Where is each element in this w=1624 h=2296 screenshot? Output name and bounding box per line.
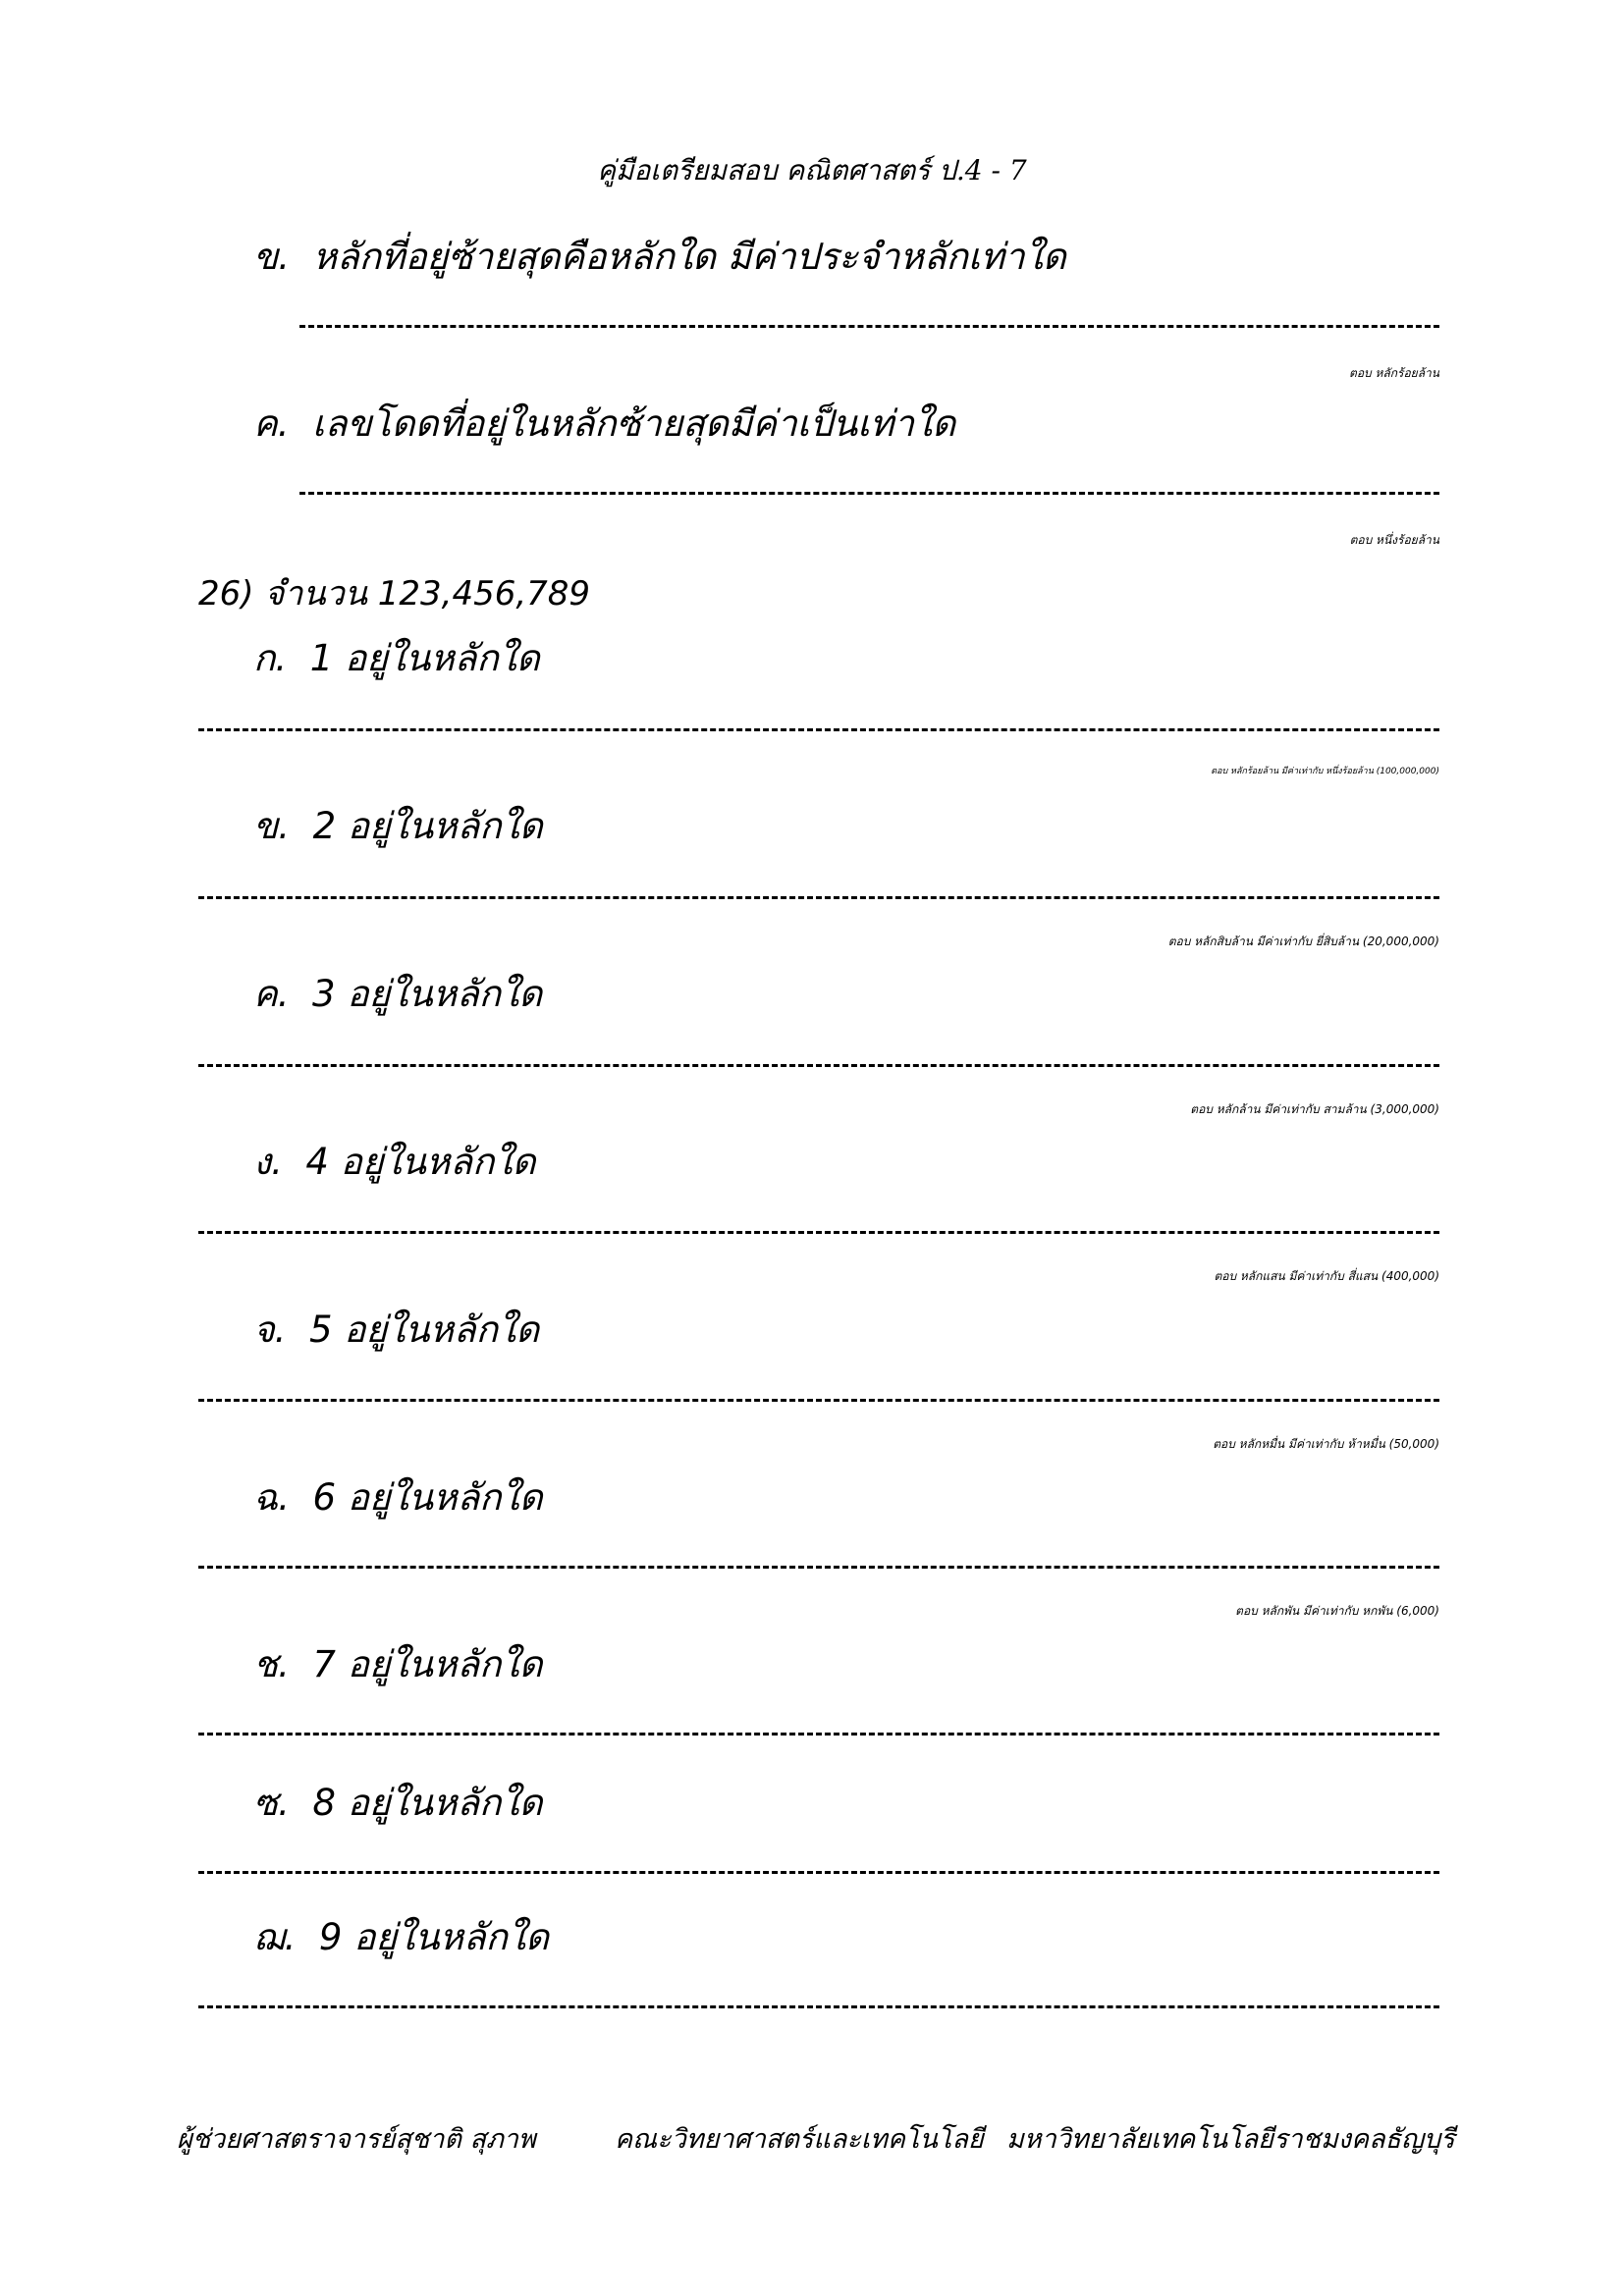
question-text: จำนวน 123,456,789 [264, 574, 591, 614]
answer-line [198, 1231, 1439, 1234]
question-item [253, 1782, 543, 1824]
item-label: ค. [253, 973, 290, 1015]
answer-line [198, 1399, 1439, 1402]
answer-line [198, 1733, 1439, 1735]
answer-line [198, 728, 1439, 731]
answer-line [198, 1871, 1439, 1874]
item-label: ข. [253, 805, 291, 847]
answer-line [198, 1566, 1439, 1569]
item-text: 2 อยู่ในหลักใด [312, 805, 543, 847]
answer-line [299, 325, 1439, 328]
answer-line [198, 1064, 1439, 1067]
item-label: ข. [253, 236, 291, 278]
page-header: คู่มือเตรียมสอบ คณิตศาสตร์ ป.4 - 7 [597, 154, 1027, 187]
answer-text: ตอบ หลักล้าน มีค่าเท่ากับ สามล้าน (3,000,000) [1190, 1102, 1439, 1116]
answer-line [299, 492, 1439, 495]
item-text: 3 อยู่ในหลักใด [312, 973, 543, 1015]
answer-text: ตอบ หลักหมื่น มีค่าเท่ากับ ห้าหมื่น (50,000) [1213, 1437, 1439, 1451]
answer-text: ตอบ หนึ่งร้อยล้าน [1349, 533, 1439, 547]
item-text: 8 อยู่ในหลักใด [312, 1782, 543, 1824]
answer-text: ตอบ หลักแสน มีค่าเท่ากับ สี่แสน (400,000) [1214, 1269, 1439, 1283]
question-item [253, 1476, 543, 1519]
item-text: 1 อยู่ในหลักใด [309, 637, 540, 679]
answer-line [198, 896, 1439, 899]
footer-university: มหาวิทยาลัยเทคโนโลยีราชมงคลธัญบุรี [1006, 2124, 1455, 2155]
answer-line [198, 2005, 1439, 2008]
answer-text: ตอบ หลักพัน มีค่าเท่ากับ หกพัน (6,000) [1235, 1604, 1439, 1618]
item-text: 4 อยู่ในหลักใด [305, 1141, 536, 1183]
question-item [253, 1643, 543, 1685]
footer-author: ผู้ช่วยศาสตราจารย์สุชาติ สุภาพ [177, 2124, 536, 2155]
item-label: ง. [253, 1141, 283, 1183]
question-26 [198, 574, 591, 614]
question-item [253, 973, 543, 1015]
question-item [253, 236, 1066, 278]
question-item [253, 1141, 536, 1183]
item-text: 5 อยู่ในหลักใด [308, 1308, 540, 1351]
question-item [253, 1308, 540, 1351]
item-label: จ. [253, 1308, 287, 1351]
question-item [253, 805, 543, 847]
answer-text: ตอบ หลักร้อยล้าน มีค่าเท่ากับ หนึ่งร้อยล้าน (100,000,000) [1211, 767, 1439, 776]
item-label: ฉ. [253, 1476, 290, 1519]
question-item [253, 637, 540, 679]
item-text: เลขโดดที่อยู่ในหลักซ้ายสุดมีค่าเป็นเท่าใด [312, 402, 956, 445]
item-text: 7 อยู่ในหลักใด [312, 1643, 543, 1685]
question-item [253, 402, 956, 445]
item-text: หลักที่อยู่ซ้ายสุดคือหลักใด มีค่าประจำหลักเท่าใด [312, 236, 1066, 278]
footer-faculty: คณะวิทยาศาสตร์และเทคโนโลยี [615, 2124, 984, 2155]
item-label: ช. [253, 1643, 290, 1685]
answer-text: ตอบ หลักร้อยล้าน [1349, 366, 1439, 380]
item-label: ก. [253, 637, 288, 679]
item-label: ค. [253, 402, 290, 445]
question-item [253, 1916, 550, 1958]
item-label: ซ. [253, 1782, 290, 1824]
answer-text: ตอบ หลักสิบล้าน มีค่าเท่ากับ ยี่สิบล้าน (20,000,000) [1167, 934, 1439, 948]
question-number: 26) [198, 574, 254, 614]
item-label: ฌ. [253, 1916, 297, 1958]
item-text: 9 อยู่ในหลักใด [318, 1916, 550, 1958]
item-text: 6 อยู่ในหลักใด [312, 1476, 543, 1519]
